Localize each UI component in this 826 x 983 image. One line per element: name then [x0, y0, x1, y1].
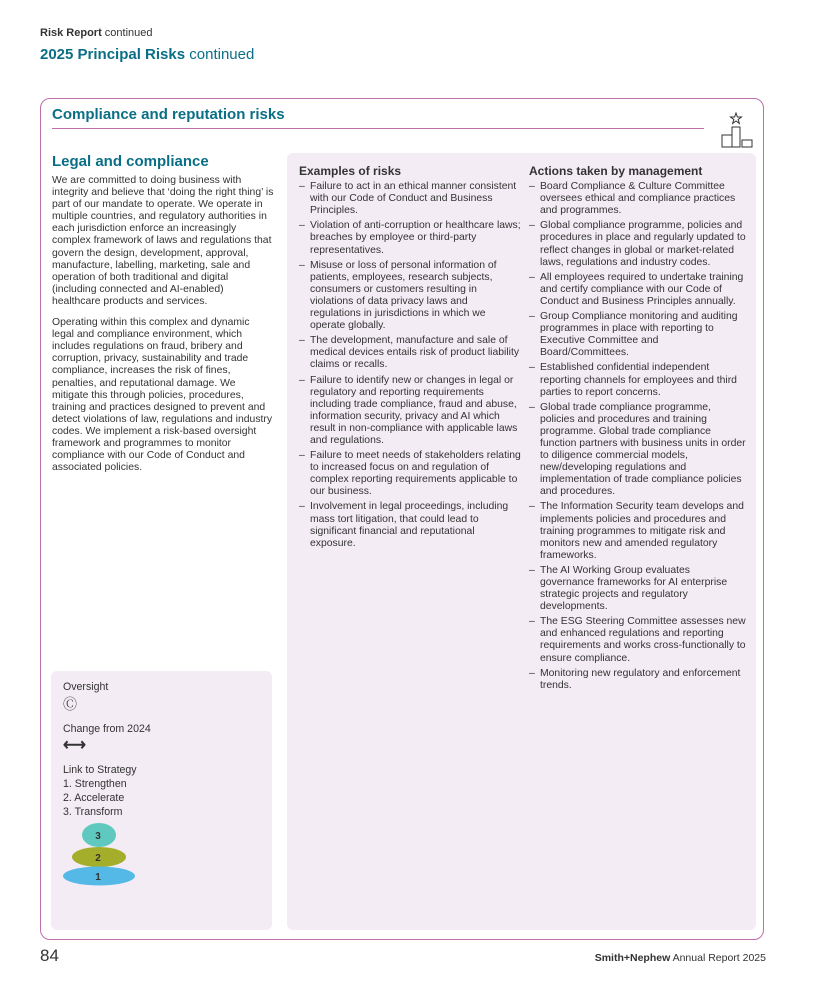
list-item: – Group Compliance monitoring and auditing programmes in place with reporting to Executive Committee and Board/Committees. [529, 311, 747, 359]
actions-title: Actions taken by management [529, 164, 703, 178]
risk-title: Legal and compliance [52, 153, 209, 170]
examples-list [299, 181, 521, 550]
divider [52, 128, 704, 129]
actions-column [529, 165, 747, 695]
footer-brand [595, 952, 766, 964]
list-item: – Failure to meet needs of stakeholders relating to increased focus on and regulation of complex reporting requirements applicable to our business. [299, 450, 521, 498]
risk-detail-panel [287, 153, 756, 930]
category-title: Compliance and reputation risks [52, 106, 285, 123]
intro-paragraph: We are committed to doing business with integrity and believe that ‘doing the right thing’ is part of our mandate to operate. We operate in multiple countries, and regulatory authorities in each jurisdiction enforce an increasingly complex framework of laws and regulations that govern the design, development, approval, manufacture, labelling, marketing, sale and operation of both traditional and digital (including connected and AI-enabled) healthcare products and services. [52, 175, 274, 307]
list-item: – Global compliance programme, policies and procedures in place and regularly updated to reflect changes in global or market-related laws, regulations and industry codes. [529, 220, 747, 268]
list-item: – Misuse or loss of personal information of patients, employees, research subjects, consumers or customers resulting in violations of data privacy laws and regulations in jurisdictions in which we operate globally. [299, 260, 521, 333]
podium-star-icon [716, 111, 756, 151]
strategy-label: Link to Strategy [63, 764, 137, 776]
risk-meta-panel [51, 671, 272, 930]
examples-column [299, 165, 521, 553]
list-item: – Failure to act in an ethical manner consistent with our Code of Conduct and Business Principles. [299, 181, 521, 217]
page-number: 84 [40, 946, 59, 965]
intro-paragraph: Operating within this complex and dynamic legal and compliance environment, which includes regulations on fraud, bribery and corruption, privacy, sustainability and trade compliance, increases the risk of fines, penalties, and reputational damage. We mitigate this through policies, procedures, training and practices designed to prevent and detect violations of law, regulations and industry codes. We implement a risk-based oversight framework and programmes to monitor compliance with our Code of Conduct and associated policies. [52, 317, 273, 474]
list-item: – The ESG Steering Committee assesses new and enhanced regulations and reporting requirements and works cross-functionally to ensure compliance. [529, 616, 747, 664]
stone-3-label: 3 [95, 831, 101, 842]
strategy-item: 1. Strengthen [63, 778, 127, 790]
oversight-icon: Ⓒ [63, 696, 77, 712]
list-item: – The development, manufacture and sale of medical devices entails risk of product liability claims or recalls. [299, 335, 521, 371]
risk-description [52, 175, 274, 483]
change-arrow-icon: ⟷ [63, 737, 86, 754]
list-item: – Violation of anti-corruption or healthcare laws; breaches by employee or third-party representatives. [299, 220, 521, 256]
examples-title: Examples of risks [299, 164, 402, 178]
list-item: – All employees required to undertake training and certify compliance with our Code of Conduct and Business Principles annually. [529, 272, 747, 308]
brand-name: Smith+Nephew [594, 952, 671, 964]
strategy-item: 3. Transform [63, 806, 123, 818]
oversight-label: Oversight [63, 681, 109, 693]
strategy-item: 2. Accelerate [63, 792, 125, 804]
change-label: Change from 2024 [63, 723, 151, 735]
list-item: – Board Compliance & Culture Committee oversees ethical and compliance practices and programmes. [529, 181, 747, 217]
list-item: – Involvement in legal proceedings, including mass tort litigation, that could lead to significant financial and reputational exposure. [299, 501, 521, 549]
list-item: – The Information Security team develops and implements policies and procedures and training programmes to mitigate risk and monitors new and amended regulatory frameworks. [529, 501, 747, 561]
list-item: – Global trade compliance programme, policies and procedures and training programme. Global trade compliance function partners with business units in order to diligence commercial models, new/developing regulations and implementation of trade compliance policies and procedures. [529, 402, 747, 499]
report-name: Annual Report 2025 [670, 952, 766, 964]
risk-card [40, 98, 764, 940]
stone-1-label: 1 [95, 872, 101, 883]
list-item: – Established confidential independent reporting channels for employees and third parties to report concerns. [529, 362, 747, 398]
actions-list [529, 181, 747, 692]
list-item: – Failure to identify new or changes in legal or regulatory and reporting requirements including trade compliance, fraud and abuse, information security, privacy and AI which result in non-compliance with applicable laws and regulations. [299, 375, 521, 448]
list-item: – Monitoring new regulatory and enforcement trends. [529, 668, 747, 692]
strategy-list [63, 777, 127, 819]
page-title: 2025 Principal Risks continued [40, 46, 255, 63]
section-header: Risk Report continued [40, 27, 153, 39]
stone-2-label: 2 [95, 853, 101, 864]
strategy-stones-icon [59, 819, 149, 891]
list-item: – The AI Working Group evaluates governance frameworks for AI enterprise strategic projects and regulatory developments. [529, 565, 747, 613]
